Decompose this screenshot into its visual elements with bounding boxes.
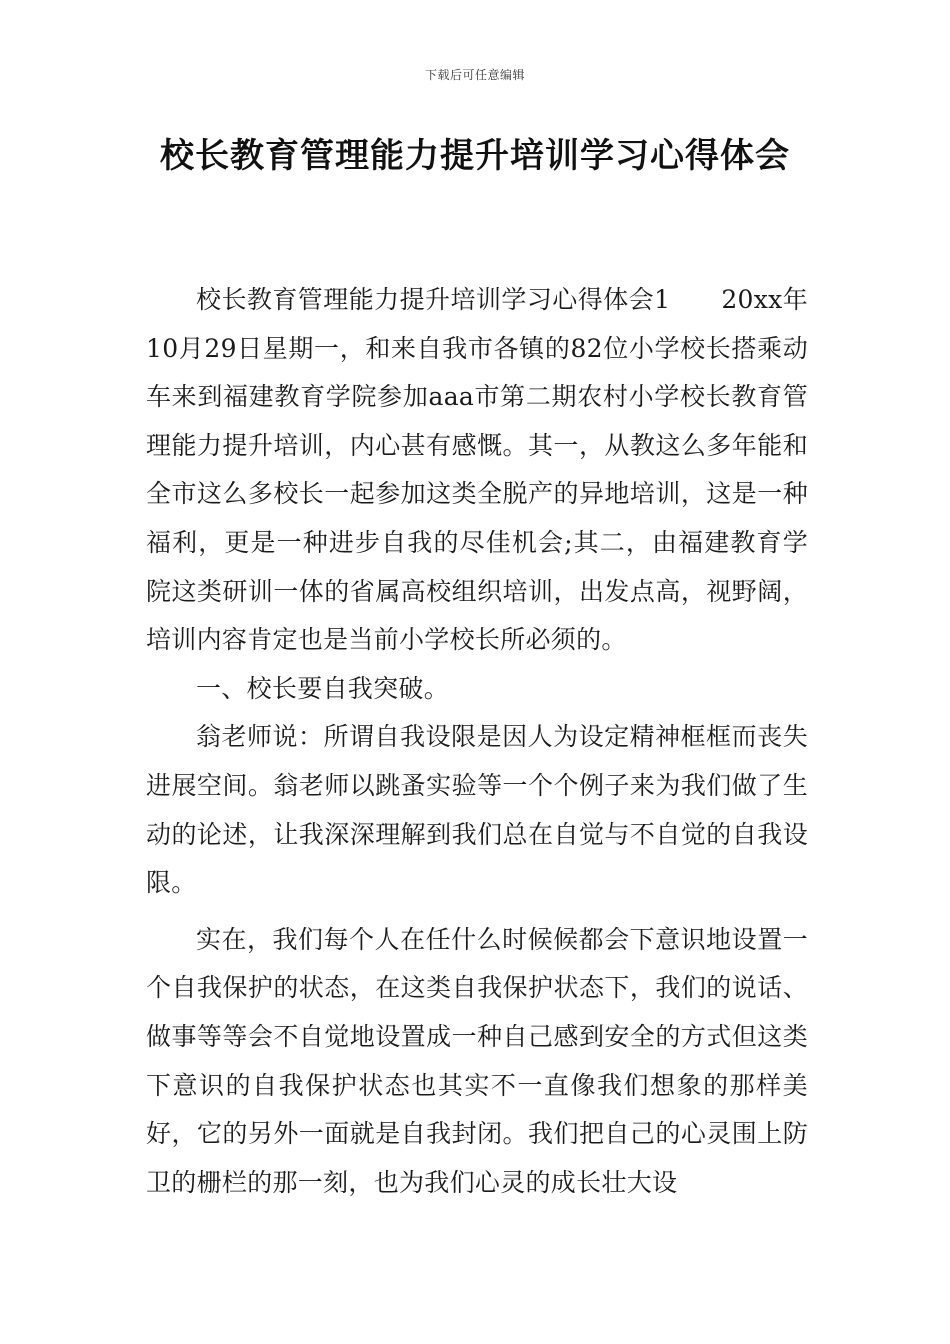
paragraph-weng-teacher: 翁老师说：所谓自我设限是因人为设定精神框框而丧失进展空间。翁老师以跳蚤实验等一个个例子来为我们做了生动的论述，让我深深理解到我们总在自觉与不自觉的自我设限。 [146,722,808,898]
paragraph-intro: 校长教育管理能力提升培训学习心得体会1 20xx年10月29日星期一，和来自我市各镇的82位小学校长搭乘动车来到福建教育学院参加aaa市第二期农村小学校长教育管理能力提升培训，内心甚有感慨。其一，从教这么多年能和全市这么多校长一起参加这类全脱产的异地培训，这是一种福利，更是一种进步自我的尽佳机会;其二，由福建教育学院这类研训一体的省属高校组织培训，出发点高，视野阔，培训内容肯定也是当前小学校长所必须的。 [146,285,808,655]
document-title: 校长教育管理能力提升培训学习心得体会 [160,136,790,176]
document-body [146,276,808,1207]
section-heading: 一、校长要自我突破。 [196,673,450,703]
paragraph-self-protection: 实在，我们每个人在任什么时候候都会下意识地设置一个自我保护的状态，在这类自我保护状态下，我们的说话、做事等等会不自觉地设置成一种自己感到安全的方式但这类下意识的自我保护状态也其实不一直像我们想象的那样美好，它的另外一面就是自我封闭。我们把自己的心灵围上防卫的栅栏的那一刻，也为我们心灵的成长壮大设 [146,924,808,1197]
header-note: 下载后可任意编辑 [424,68,525,82]
